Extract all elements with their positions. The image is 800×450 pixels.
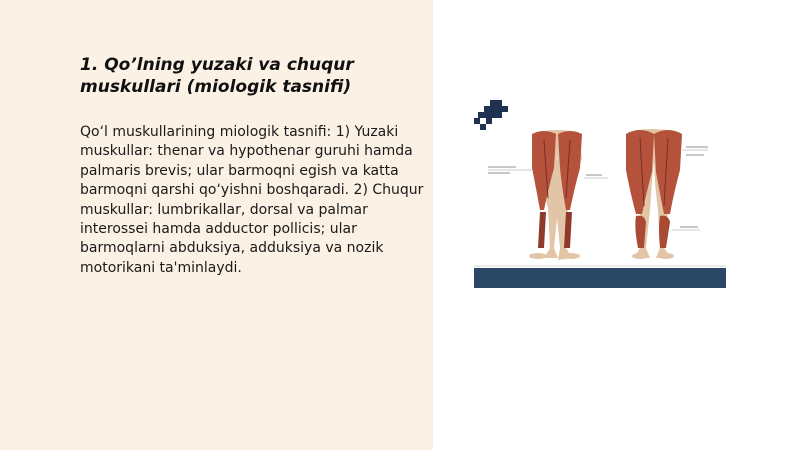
pixel-logo-icon xyxy=(474,100,508,130)
posterior-legs xyxy=(626,129,708,259)
figure-bottom-bar xyxy=(474,268,726,288)
slide-title: 1. Qo’lning yuzaki va chuqur muskullari (miologik tasnifi) xyxy=(80,55,354,97)
anterior-legs xyxy=(488,130,608,260)
slide-body-text: Qo‘l muskullarining miologik tasnifi: 1) Yuzaki muskullar: thenar va hypothenar guruhi hamda palmaris brevis; ular barmoqni egish va katta barmoqni qarshi qo‘yishni boshqaradi. 2) Chuqur muskullar: lumbrikallar, dorsal va palmar interossei hamda adductor pollicis; ular barmoqlarni abduksiya, adduksiya va nozik motorikani ta'minlaydi. xyxy=(80,124,424,276)
leg-muscles-illustration xyxy=(474,98,726,288)
leg-muscles-svg xyxy=(474,98,726,288)
